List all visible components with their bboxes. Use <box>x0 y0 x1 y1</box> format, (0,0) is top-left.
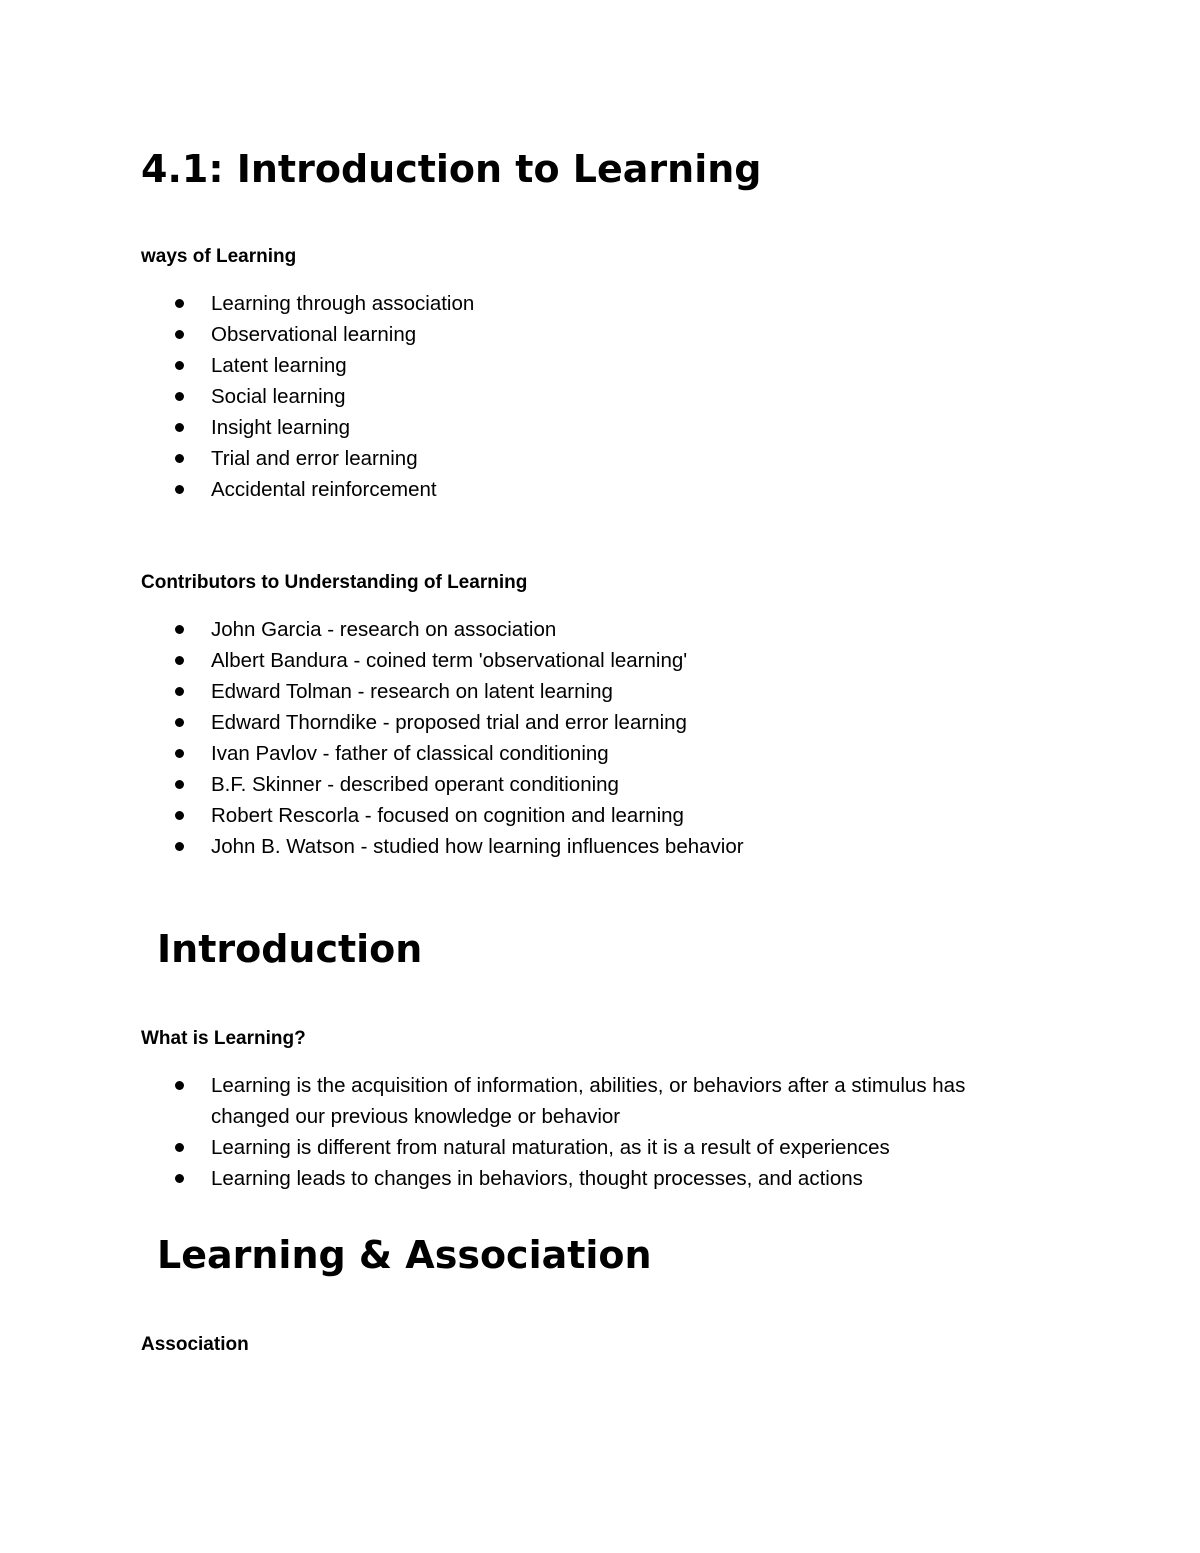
list-item: Edward Thorndike - proposed trial and error learning <box>0 707 1200 738</box>
contributors-label: Contributors to Understanding of Learning <box>141 572 528 593</box>
learning-association-heading: Learning & Association <box>157 1233 652 1277</box>
bullet-icon <box>175 656 184 665</box>
list-item: Accidental reinforcement <box>0 474 1200 505</box>
list-item: Learning is different from natural maturation, as it is a result of experiences <box>0 1132 1200 1163</box>
list-item: Insight learning <box>0 412 1200 443</box>
page-title: 4.1: Introduction to Learning <box>141 147 762 191</box>
bullet-icon <box>175 687 184 696</box>
list-item: Observational learning <box>0 319 1200 350</box>
bullet-icon <box>175 454 184 463</box>
list-item: Albert Bandura - coined term 'observational learning' <box>0 645 1200 676</box>
bullet-icon <box>175 1174 184 1183</box>
bullet-icon <box>175 423 184 432</box>
contributors-list <box>0 614 1200 862</box>
bullet-icon <box>175 392 184 401</box>
bullet-icon <box>175 330 184 339</box>
list-item: Robert Rescorla - focused on cognition and learning <box>0 800 1200 831</box>
list-item: B.F. Skinner - described operant conditioning <box>0 769 1200 800</box>
bullet-icon <box>175 780 184 789</box>
bullet-icon <box>175 485 184 494</box>
association-label: Association <box>141 1334 249 1355</box>
list-item: Ivan Pavlov - father of classical conditioning <box>0 738 1200 769</box>
ways-list <box>0 288 1200 505</box>
bullet-icon <box>175 1143 184 1152</box>
list-item: Latent learning <box>0 350 1200 381</box>
bullet-icon <box>175 299 184 308</box>
introduction-list <box>0 1070 1200 1194</box>
bullet-icon <box>175 749 184 758</box>
bullet-icon <box>175 625 184 634</box>
list-item: John Garcia - research on association <box>0 614 1200 645</box>
bullet-icon <box>175 842 184 851</box>
list-item: Trial and error learning <box>0 443 1200 474</box>
bullet-icon <box>175 811 184 820</box>
introduction-heading: Introduction <box>157 927 423 971</box>
list-item: Learning through association <box>0 288 1200 319</box>
bullet-icon <box>175 1081 184 1090</box>
list-item: Learning leads to changes in behaviors, thought processes, and actions <box>0 1163 1200 1194</box>
list-item: John B. Watson - studied how learning influences behavior <box>0 831 1200 862</box>
list-item: Learning is the acquisition of information, abilities, or behaviors after a stimulus has changed our previous knowledge or behavior <box>0 1070 1021 1132</box>
list-item: Edward Tolman - research on latent learning <box>0 676 1200 707</box>
what-is-learning-label: What is Learning? <box>141 1028 306 1049</box>
bullet-icon <box>175 718 184 727</box>
list-item: Social learning <box>0 381 1200 412</box>
bullet-icon <box>175 361 184 370</box>
ways-label: ways of Learning <box>141 246 297 267</box>
